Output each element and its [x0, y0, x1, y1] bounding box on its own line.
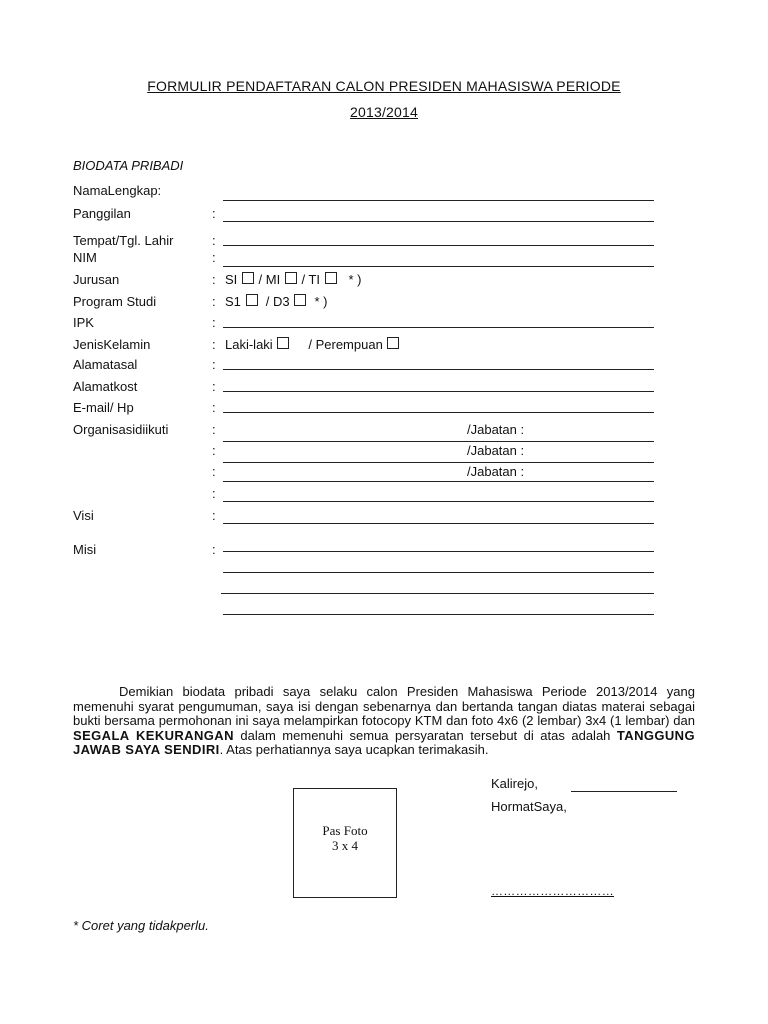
kelamin-options — [225, 337, 400, 352]
input-line-ttl[interactable] — [223, 245, 654, 246]
input-line-nim[interactable] — [223, 266, 654, 267]
photo-label-line1: Pas Foto — [322, 823, 368, 838]
colon: : — [212, 206, 216, 221]
input-line-nama[interactable] — [223, 200, 654, 201]
field-label-email: E-mail/ Hp — [73, 400, 134, 415]
colon: : — [212, 508, 216, 523]
jabatan-label: /Jabatan : — [467, 422, 525, 437]
paragraph-text-1: Demikian biodata pribadi saya selaku calon Presiden Mahasiswa Periode 2013/2014 yang memenuhi syarat pengumuman, saya isi dengan sebenarnya dan bertanda tangan diatas materai sebagai bukti bersama permohonan ini saya melampirkan fotocopy KTM dan foto 4x6 (2 lembar) 3x4 (1 lembar) dan — [73, 684, 695, 728]
input-line-misi-2[interactable] — [223, 572, 654, 573]
option-s1-label: S1 — [225, 294, 241, 309]
paragraph-bold-2: TANGGUNG JAWAB SAYA SENDIRI — [73, 727, 695, 757]
field-label-visi: Visi — [73, 508, 94, 523]
colon: : — [212, 486, 216, 501]
option-d3-label: / D3 — [265, 294, 290, 309]
colon: : — [212, 294, 216, 309]
colon: : — [212, 422, 216, 437]
input-line-alamat-kost[interactable] — [223, 391, 654, 392]
form-title-line1: FORMULIR PENDAFTARAN CALON PRESIDEN MAHASISWA PERIODE — [147, 78, 621, 94]
checkbox-ti[interactable] — [325, 272, 337, 284]
colon: : — [212, 357, 216, 372]
option-perempuan-label: / Perempuan — [308, 337, 383, 352]
colon: : — [212, 233, 216, 248]
field-label-jurusan: Jurusan — [73, 272, 120, 287]
option-si-label: SI — [225, 272, 238, 287]
jabatan-label: /Jabatan : — [467, 443, 525, 458]
colon: : — [212, 400, 216, 415]
field-label-misi: Misi — [73, 542, 97, 557]
colon: : — [212, 337, 216, 352]
checkbox-mi[interactable] — [285, 272, 297, 284]
input-line-organisasi-3[interactable] — [223, 481, 654, 482]
field-label-alamat-asal: Alamatasal — [73, 357, 138, 372]
input-line-alamat-asal[interactable] — [223, 369, 654, 370]
input-line-organisasi-1[interactable] — [223, 441, 654, 442]
signature-line[interactable]: ………………………… — [491, 884, 614, 898]
checkbox-d3[interactable] — [294, 294, 306, 306]
field-label-ipk: IPK — [73, 315, 94, 330]
input-line-panggilan[interactable] — [223, 221, 654, 222]
checkbox-s1[interactable] — [246, 294, 258, 306]
input-line-misi-1[interactable] — [223, 551, 654, 552]
field-label-prodi: Program Studi — [73, 294, 157, 309]
colon: : — [212, 443, 216, 458]
option-ti-label: / TI — [301, 272, 321, 287]
colon: : — [212, 542, 216, 557]
paragraph-bold-1: SEGALA KEKURANGAN — [73, 727, 234, 743]
photo-box — [293, 788, 397, 898]
input-line-organisasi-4[interactable] — [223, 501, 654, 502]
field-label-alamat-kost: Alamatkost — [73, 379, 138, 394]
signature-place: Kalirejo, — [491, 776, 538, 791]
field-label-panggilan: Panggilan — [73, 206, 131, 221]
input-line-visi[interactable] — [223, 523, 654, 524]
footnote: * Coret yang tidakperlu. — [73, 918, 209, 933]
signature-closing: HormatSaya, — [491, 799, 567, 814]
declaration-paragraph — [73, 685, 695, 758]
colon: : — [212, 315, 216, 330]
jabatan-label: /Jabatan : — [467, 464, 525, 479]
checkbox-perempuan[interactable] — [387, 337, 399, 349]
option-mi-label: / MI — [258, 272, 281, 287]
input-line-organisasi-2[interactable] — [223, 462, 654, 463]
jurusan-options — [225, 272, 361, 287]
footnote-marker: * ) — [314, 294, 328, 309]
paragraph-text-3: . Atas perhatiannya saya ucapkan terimakasih. — [219, 742, 489, 757]
form-title-line2: 2013/2014 — [350, 104, 418, 120]
colon: : — [212, 272, 216, 287]
input-line-email[interactable] — [223, 412, 654, 413]
colon: : — [212, 250, 216, 265]
section-heading: BIODATA PRIBADI — [73, 158, 184, 173]
option-laki-label: Laki-laki — [225, 337, 273, 352]
field-label-organisasi: Organisasidiikuti — [73, 422, 169, 437]
input-line-date[interactable] — [571, 791, 677, 792]
photo-label-line2: 3 x 4 — [332, 838, 358, 853]
colon: : — [212, 379, 216, 394]
input-line-ipk[interactable] — [223, 327, 654, 328]
field-label-ttl: Tempat/Tgl. Lahir — [73, 233, 174, 248]
footnote-marker: * ) — [348, 272, 362, 287]
checkbox-laki[interactable] — [277, 337, 289, 349]
input-line-misi-4[interactable] — [223, 614, 654, 615]
checkbox-si[interactable] — [242, 272, 254, 284]
colon: : — [212, 464, 216, 479]
input-line-misi-3[interactable] — [221, 593, 654, 594]
prodi-options — [225, 294, 327, 309]
paragraph-text-2: dalam memenuhi semua persyaratan tersebut di atas adalah — [233, 727, 617, 743]
field-label-nim: NIM — [73, 250, 97, 265]
field-label-nama: NamaLengkap: — [73, 183, 162, 198]
field-label-kelamin: JenisKelamin — [73, 337, 151, 352]
